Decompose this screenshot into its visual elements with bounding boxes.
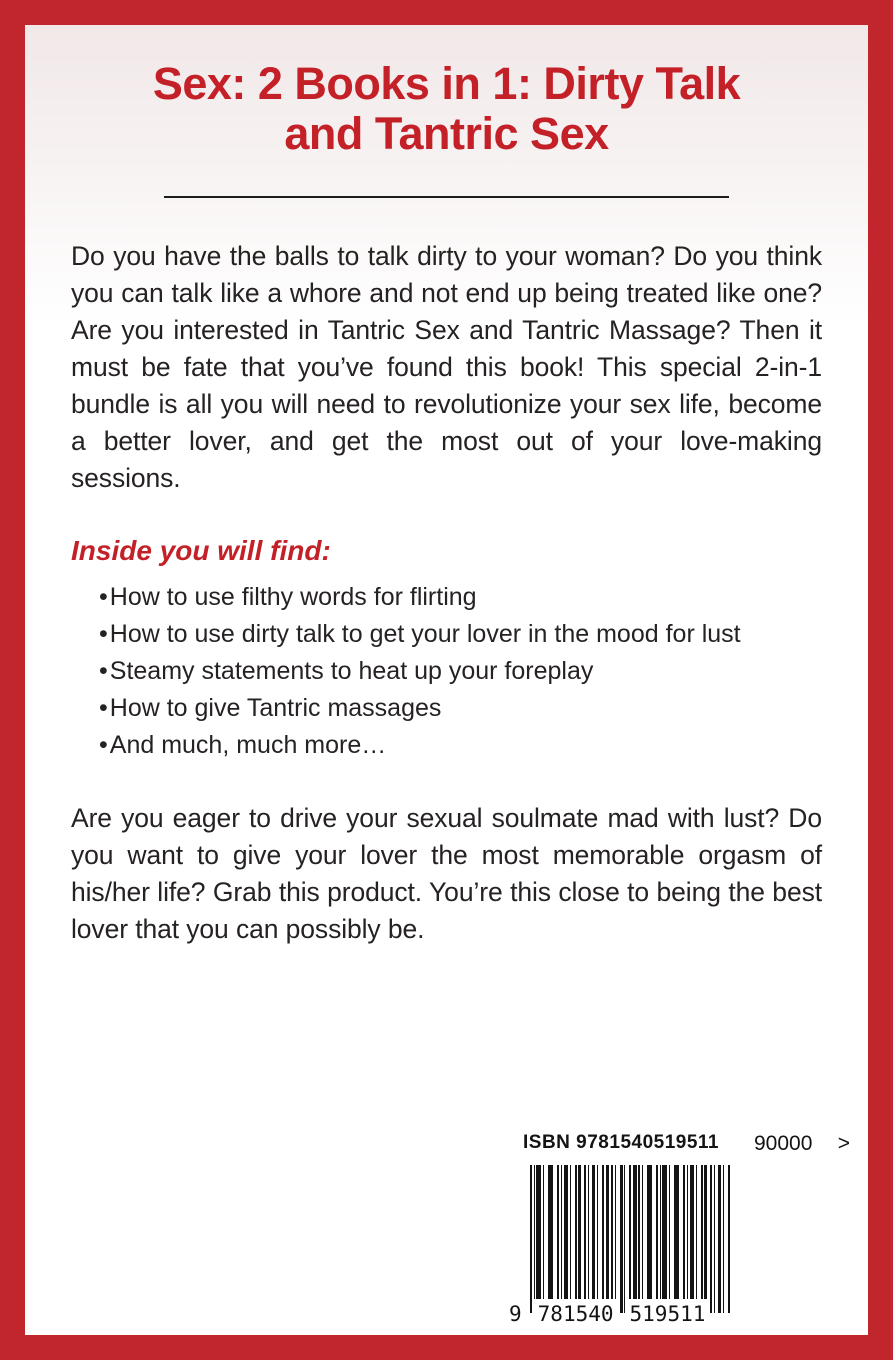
book-title-line2: and Tantric Sex [284,107,609,159]
barcode-digit-group: 781540 [533,1299,619,1329]
bullet-text: And much, much more… [109,731,387,759]
barcode-digit-group: 9 [504,1299,527,1329]
bullet-glyph: • [99,583,108,611]
barcode-digits [504,1297,710,1331]
bullet-glyph: • [99,731,108,759]
bullet-item [99,653,822,690]
bullet-text: How to use dirty talk to get your lover in the mood for lust [109,620,741,648]
price-arrow: > [837,1132,850,1155]
cover-content [25,25,868,948]
barcode-header [496,1123,862,1156]
bullet-glyph: • [99,620,108,648]
bullet-list [71,579,822,764]
bullet-item [99,579,822,616]
bullet-glyph: • [99,657,108,685]
bullet-item [99,616,822,653]
list-heading: Inside you will find: [71,535,331,566]
book-title-line1: Sex: 2 Books in 1: Dirty Talk [152,58,741,109]
bullet-text: How to use filthy words for flirting [109,583,477,611]
bullet-text: How to give Tantric massages [109,694,442,722]
price-code: 90000 [754,1132,813,1155]
bullet-text: Steamy statements to heat up your foreplay [109,657,594,685]
barcode-panel [496,1123,862,1335]
bullet-glyph: • [99,694,108,722]
isbn-label: ISBN 9781540519511 [523,1132,719,1153]
book-title [71,59,822,158]
bullet-item [99,727,822,764]
intro-paragraph: Do you have the balls to talk dirty to your woman? Do you think you can talk like a whore and not end up being treated like one? Are you interested in Tantric Sex and Tantric Massage? Then it must be fate that you’ve found this book! This special 2-in-1 bundle is all you will need to revolutionize your sex life, become a better lover, and get the most out of your love-making sessions. [71,241,822,493]
barcode-digit-group: 519511 [625,1299,711,1329]
divider-line [164,196,729,198]
price-code-block [746,1132,862,1156]
closing-paragraph: Are you eager to drive your sexual soulmate mad with lust? Do you want to give your lover the most memorable orgasm of his/her life? Grab this product. You’re this close to being the best lover that you can possibly be. [71,803,822,944]
barcode-bars [530,1165,732,1313]
bullet-item [99,690,822,727]
